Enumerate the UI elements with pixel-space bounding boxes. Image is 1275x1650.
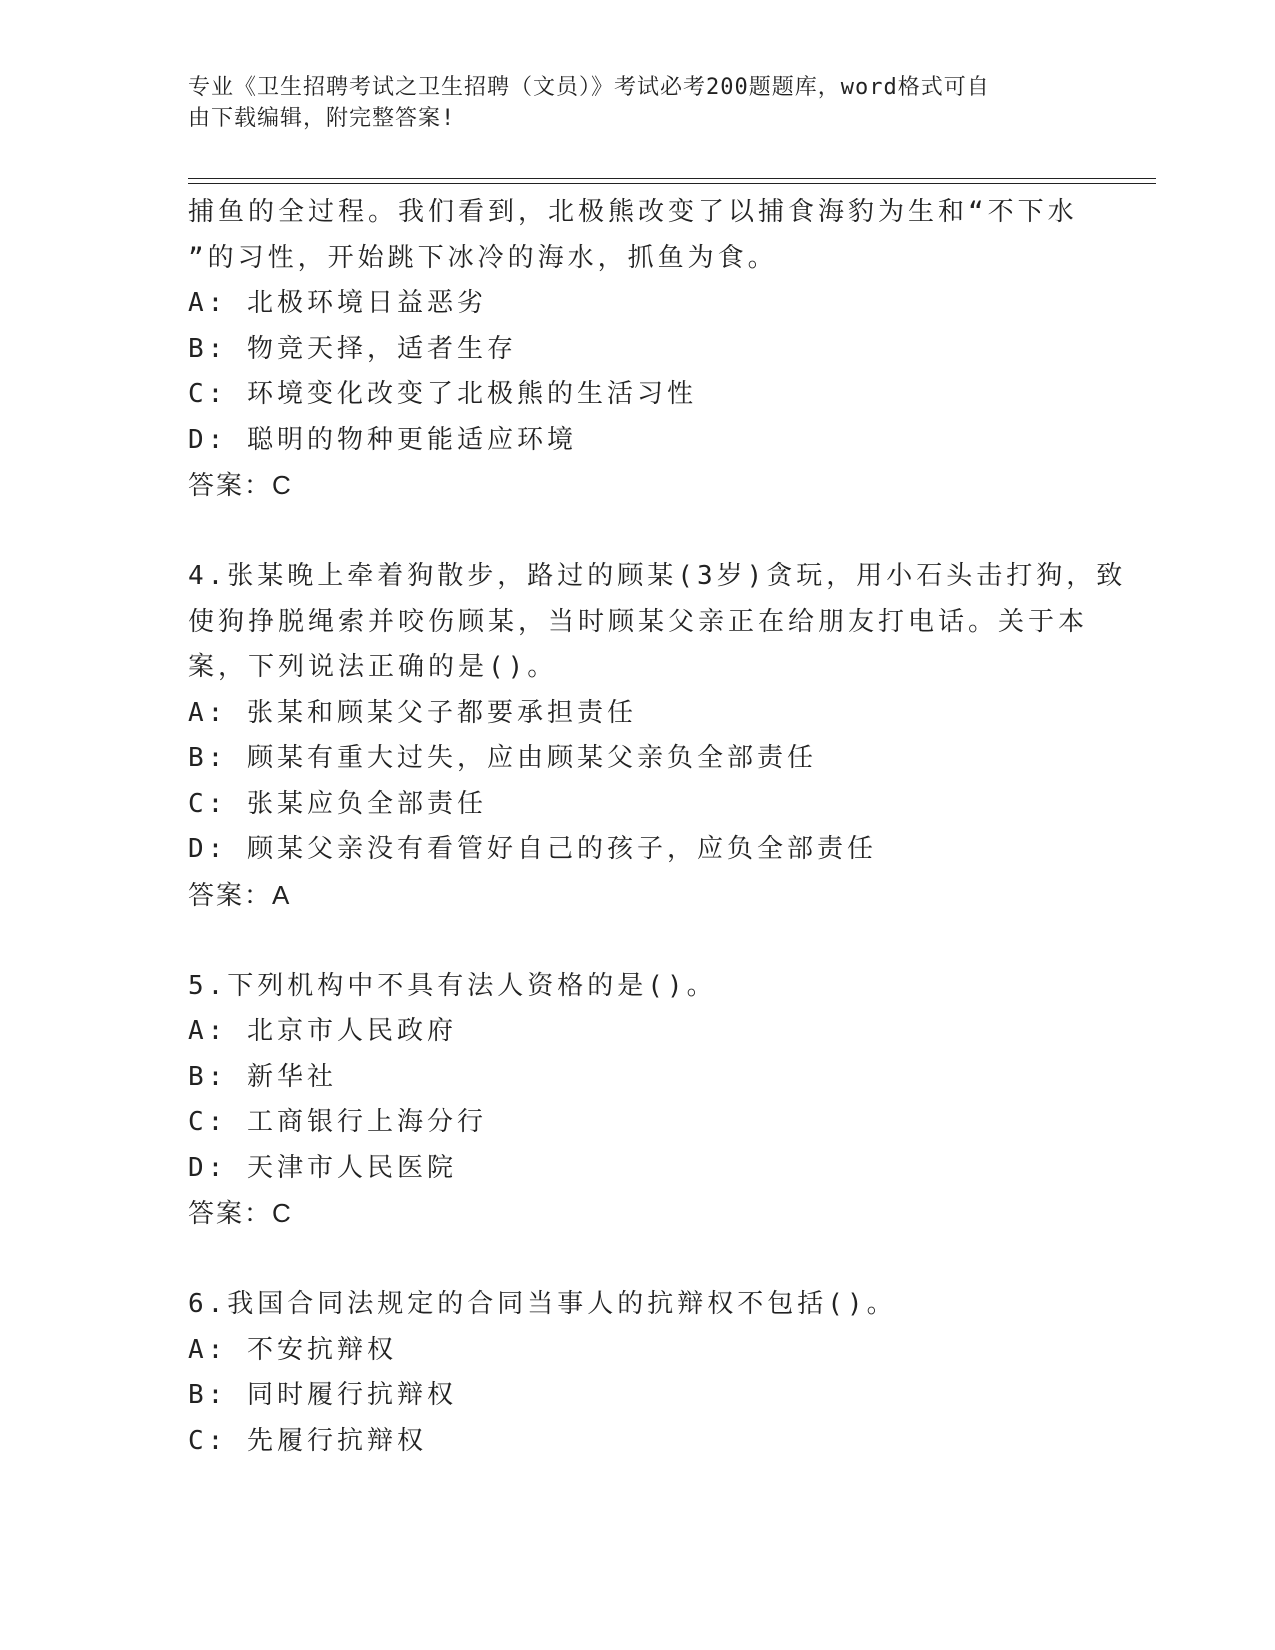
question-5-text-line-1: 5.下列机构中不具有法人资格的是()。 (188, 970, 717, 1001)
spacer (188, 1237, 1088, 1283)
question-5-answer: 答案：C (188, 1198, 293, 1228)
header-line-2: 由下载编辑，附完整答案! (188, 106, 456, 131)
question-4-option-d: D: 顾某父亲没有看管好自己的孩子，应负全部责任 (188, 834, 877, 864)
question-5-option-b: B: 新华社 (188, 1061, 337, 1092)
question-4-text-line-2: 使狗挣脱绳索并咬伤顾某，当时顾某父亲正在给朋友打电话。关于本 (188, 606, 1089, 637)
question-6-option-c: C: 先履行抗辩权 (188, 1425, 427, 1456)
question-3-option-a: A: 北极环境日益恶劣 (188, 288, 487, 318)
question-4-text-line-1: 4.张某晚上牵着狗散步，路过的顾某(3岁)贪玩，用小石头击打狗，致 (188, 561, 1127, 591)
question-6-option-b: B: 同时履行抗辩权 (188, 1380, 457, 1410)
header-line-1: 专业《卫生招聘考试之卫生招聘（文员）》考试必考200题题库，word格式可自 (188, 75, 990, 100)
question-5 (188, 964, 1088, 1237)
question-6 (188, 1282, 1088, 1464)
question-3-text-line-1: 捕鱼的全过程。我们看到，北极熊改变了以捕食海豹为生和“不下水 (188, 197, 1078, 227)
question-4 (188, 554, 1127, 918)
question-5-option-d: D: 天津市人民医院 (188, 1152, 457, 1183)
question-3 (188, 190, 1088, 509)
question-3-option-c: C: 环境变化改变了北极熊的生活习性 (188, 379, 697, 409)
question-5-option-c: C: 工商银行上海分行 (188, 1107, 487, 1137)
question-3-option-d: D: 聪明的物种更能适应环境 (188, 424, 577, 455)
question-4-answer: 答案：A (188, 879, 292, 910)
question-5-option-a: A: 北京市人民政府 (188, 1016, 457, 1046)
question-list (188, 190, 1127, 1464)
document-header (188, 72, 1088, 134)
spacer (188, 918, 1088, 964)
question-3-text-line-2: ”的习性，开始跳下冰冷的海水，抓鱼为食。 (188, 242, 778, 273)
question-6-option-a: A: 不安抗辩权 (188, 1334, 397, 1365)
question-4-option-a: A: 张某和顾某父子都要承担责任 (188, 697, 637, 728)
header-divider-top (188, 178, 1156, 179)
question-3-option-b: B: 物竞天择，适者生存 (188, 333, 517, 364)
question-4-option-c: C: 张某应负全部责任 (188, 788, 487, 819)
question-4-text-line-3: 案，下列说法正确的是()。 (188, 652, 558, 682)
question-6-text-line-1: 6.我国合同法规定的合同当事人的抗辩权不包括()。 (188, 1289, 897, 1319)
header-divider-bottom (188, 183, 1156, 184)
spacer (188, 509, 1088, 555)
question-4-option-b: B: 顾某有重大过失，应由顾某父亲负全部责任 (188, 743, 817, 773)
question-3-answer: 答案：C (188, 470, 293, 500)
